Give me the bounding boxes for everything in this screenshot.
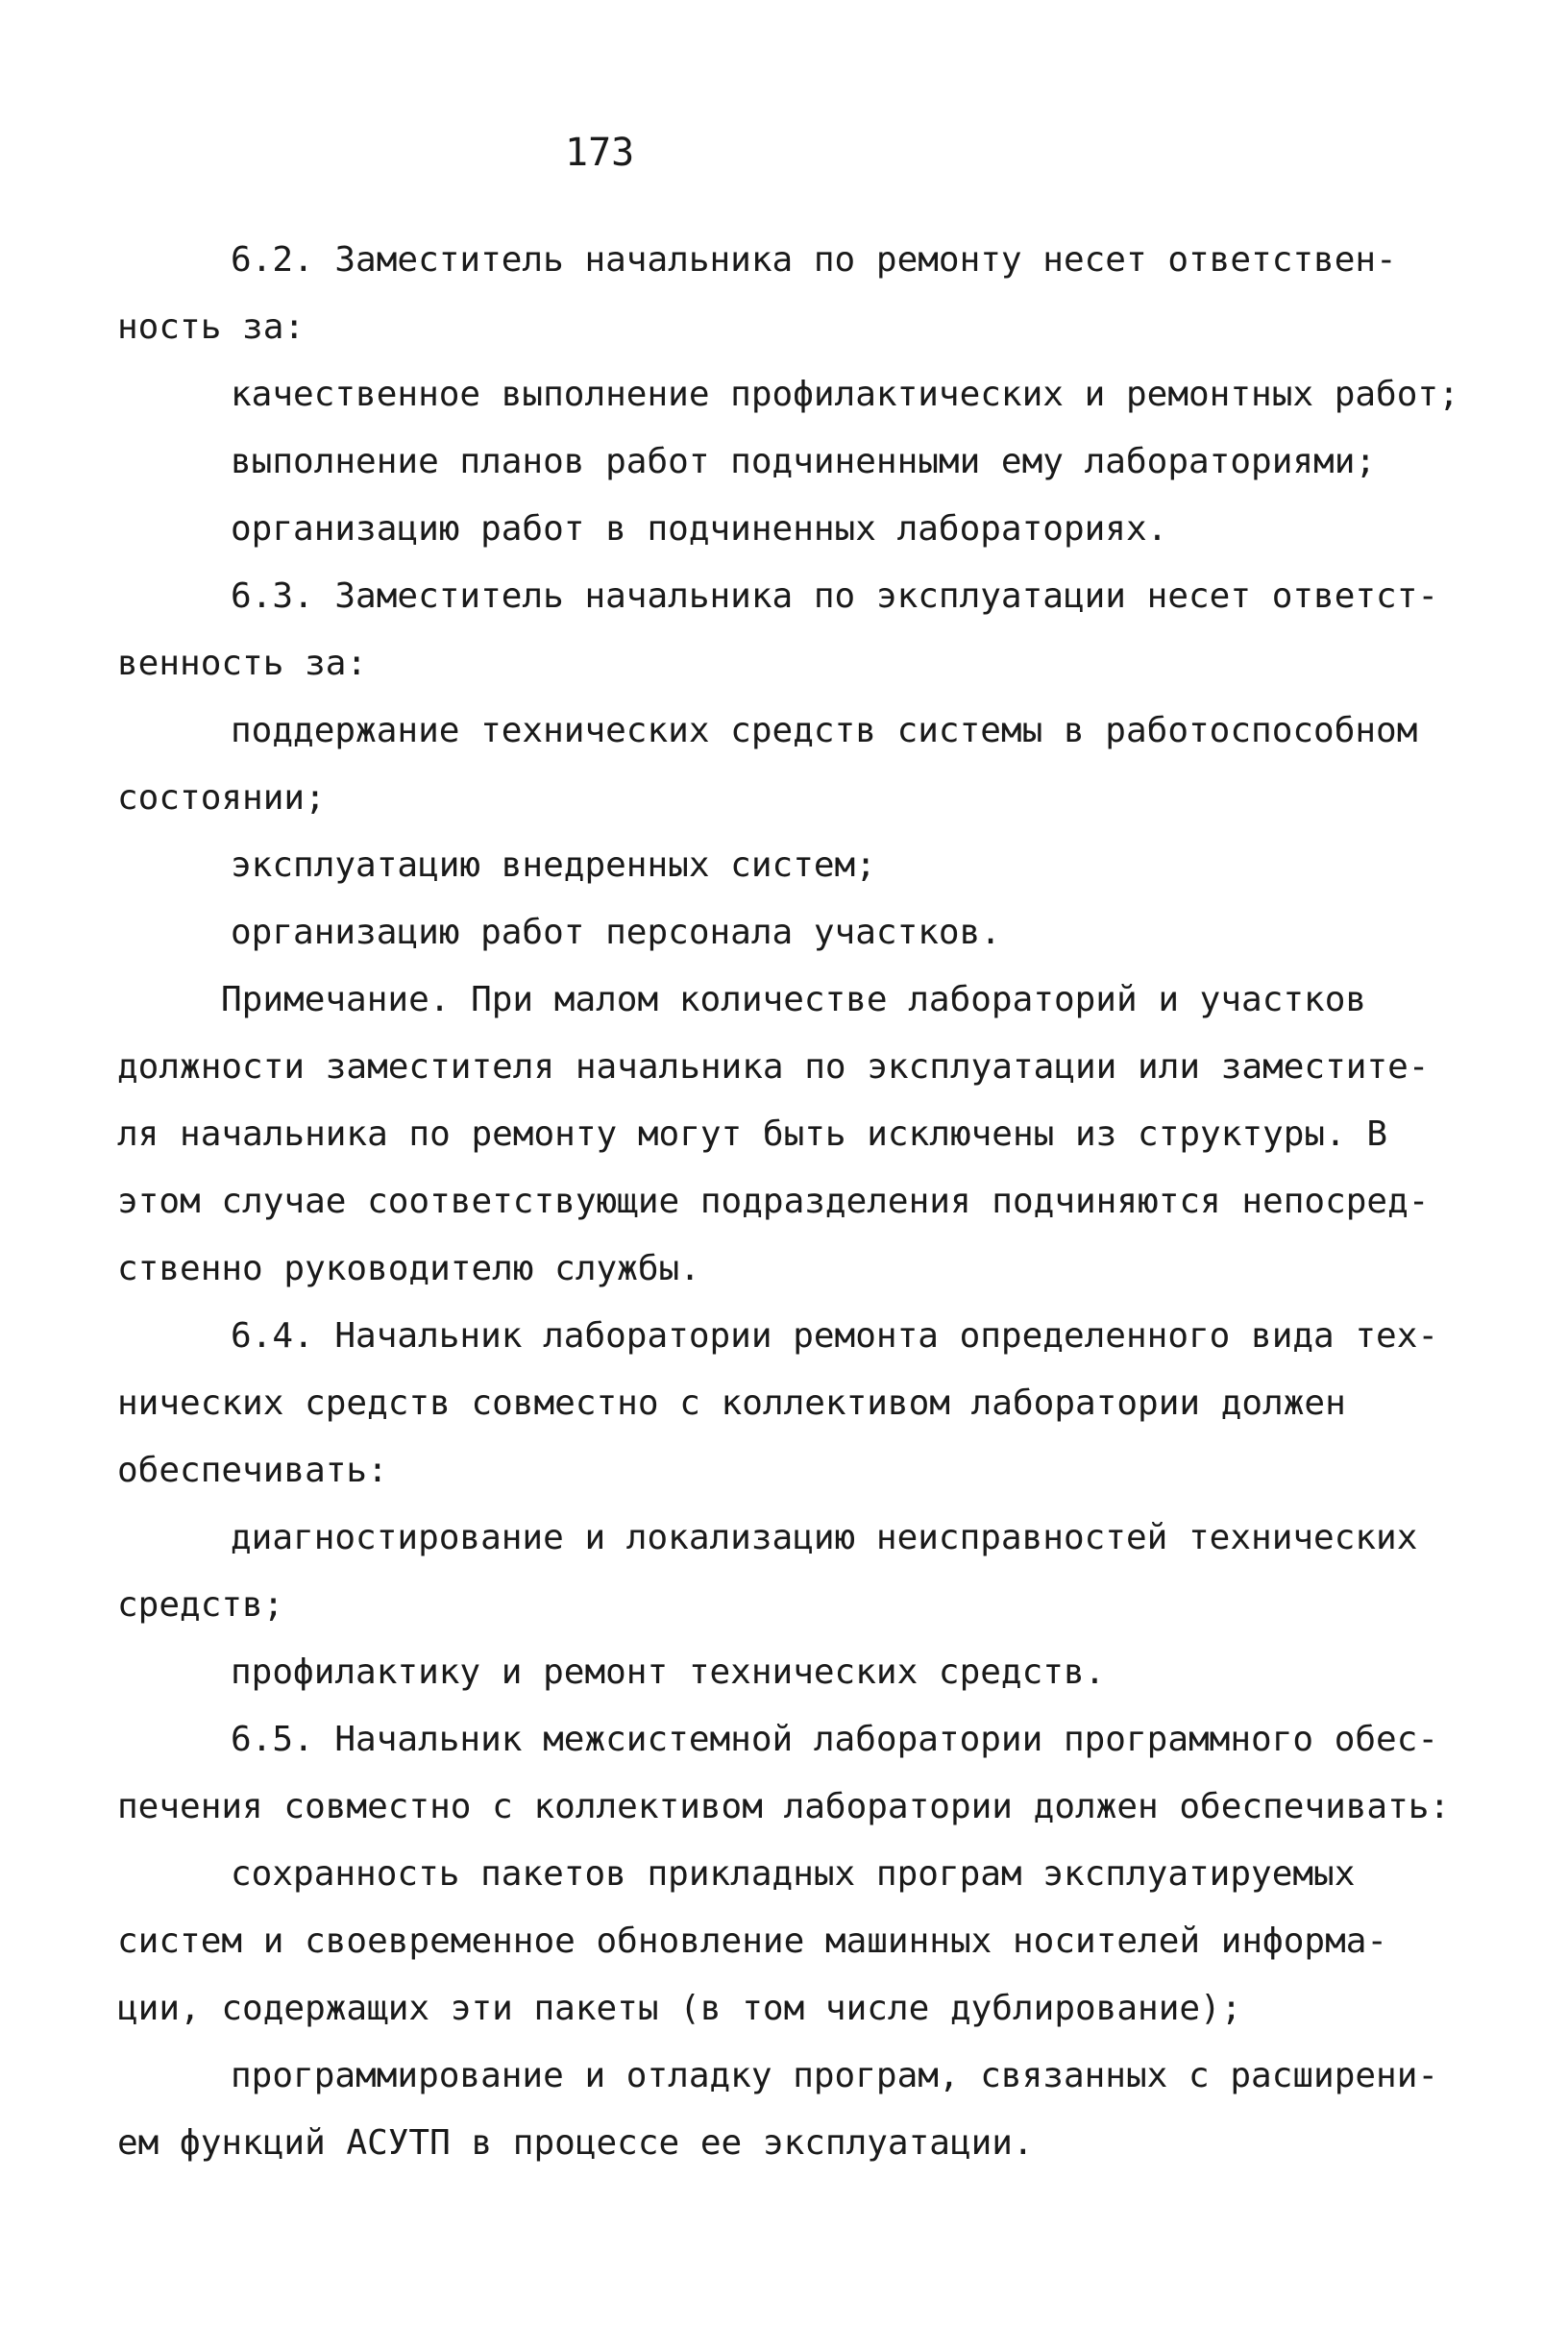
line-6-5-item-1: сохранность пакетов прикладных програм эксплуатируемых: [231, 1854, 1356, 1894]
line-6-4-cont-2: обеспечивать:: [117, 1451, 388, 1490]
line-6-2-cont: ность за:: [117, 307, 306, 347]
line-note-start: Примечание. При малом количестве лабораторий и участков: [221, 980, 1367, 1019]
line-6-5-item-2: программирование и отладку програм, связанных с расширени-: [231, 2056, 1439, 2095]
line-6-2-item-3: организацию работ в подчиненных лабораториях.: [231, 509, 1168, 549]
line-6-3-item-3: организацию работ персонала участков.: [231, 913, 1001, 952]
line-6-2-item-2: выполнение планов работ подчиненными ему лабораториями;: [231, 442, 1377, 481]
line-6-3-item-2: эксплуатацию внедренных систем;: [231, 845, 876, 885]
line-note-5: ственно руководителю службы.: [117, 1249, 700, 1288]
line-6-4-cont: нических средств совместно с коллективом лаборатории должен: [117, 1383, 1346, 1423]
line-6-3-item-1: поддержание технических средств системы в работоспособном: [231, 711, 1418, 750]
line-6-2-start: 6.2. Заместитель начальника по ремонту несет ответствен-: [231, 240, 1397, 280]
line-note-2: должности заместителя начальника по эксплуатации или заместите-: [117, 1047, 1430, 1087]
line-6-5-item-2-cont: ем функций АСУТП в процессе ее эксплуатации.: [117, 2123, 1034, 2163]
line-6-5-cont: печения совместно с коллективом лаборатории должен обеспечивать:: [117, 1787, 1451, 1826]
line-6-4-item-1-cont: средств;: [117, 1585, 284, 1625]
line-6-3-start: 6.3. Заместитель начальника по эксплуатации несет ответст-: [231, 576, 1439, 616]
line-6-3-item-1-cont: состоянии;: [117, 778, 326, 818]
line-6-4-start: 6.4. Начальник лаборатории ремонта определенного вида тех-: [231, 1316, 1439, 1356]
page-number: 173: [565, 131, 635, 175]
line-6-4-item-1: диагностирование и локализацию неисправностей технических: [231, 1518, 1418, 1557]
line-note-3: ля начальника по ремонту могут быть исключены из структуры. В: [117, 1114, 1388, 1154]
line-6-5-item-1-cont-2: ции, содержащих эти пакеты (в том числе дублирование);: [117, 1989, 1242, 2028]
line-6-3-cont: венность за:: [117, 644, 368, 683]
line-note-4: этом случае соответствующие подразделения подчиняются непосред-: [117, 1182, 1430, 1221]
line-6-5-item-1-cont: систем и своевременное обновление машинных носителей информа-: [117, 1922, 1388, 1961]
line-6-2-item-1: качественное выполнение профилактических и ремонтных работ;: [231, 375, 1459, 414]
line-6-5-start: 6.5. Начальник межсистемной лаборатории программного обес-: [231, 1720, 1439, 1759]
line-6-4-item-2: профилактику и ремонт технических средств.: [231, 1652, 1106, 1692]
